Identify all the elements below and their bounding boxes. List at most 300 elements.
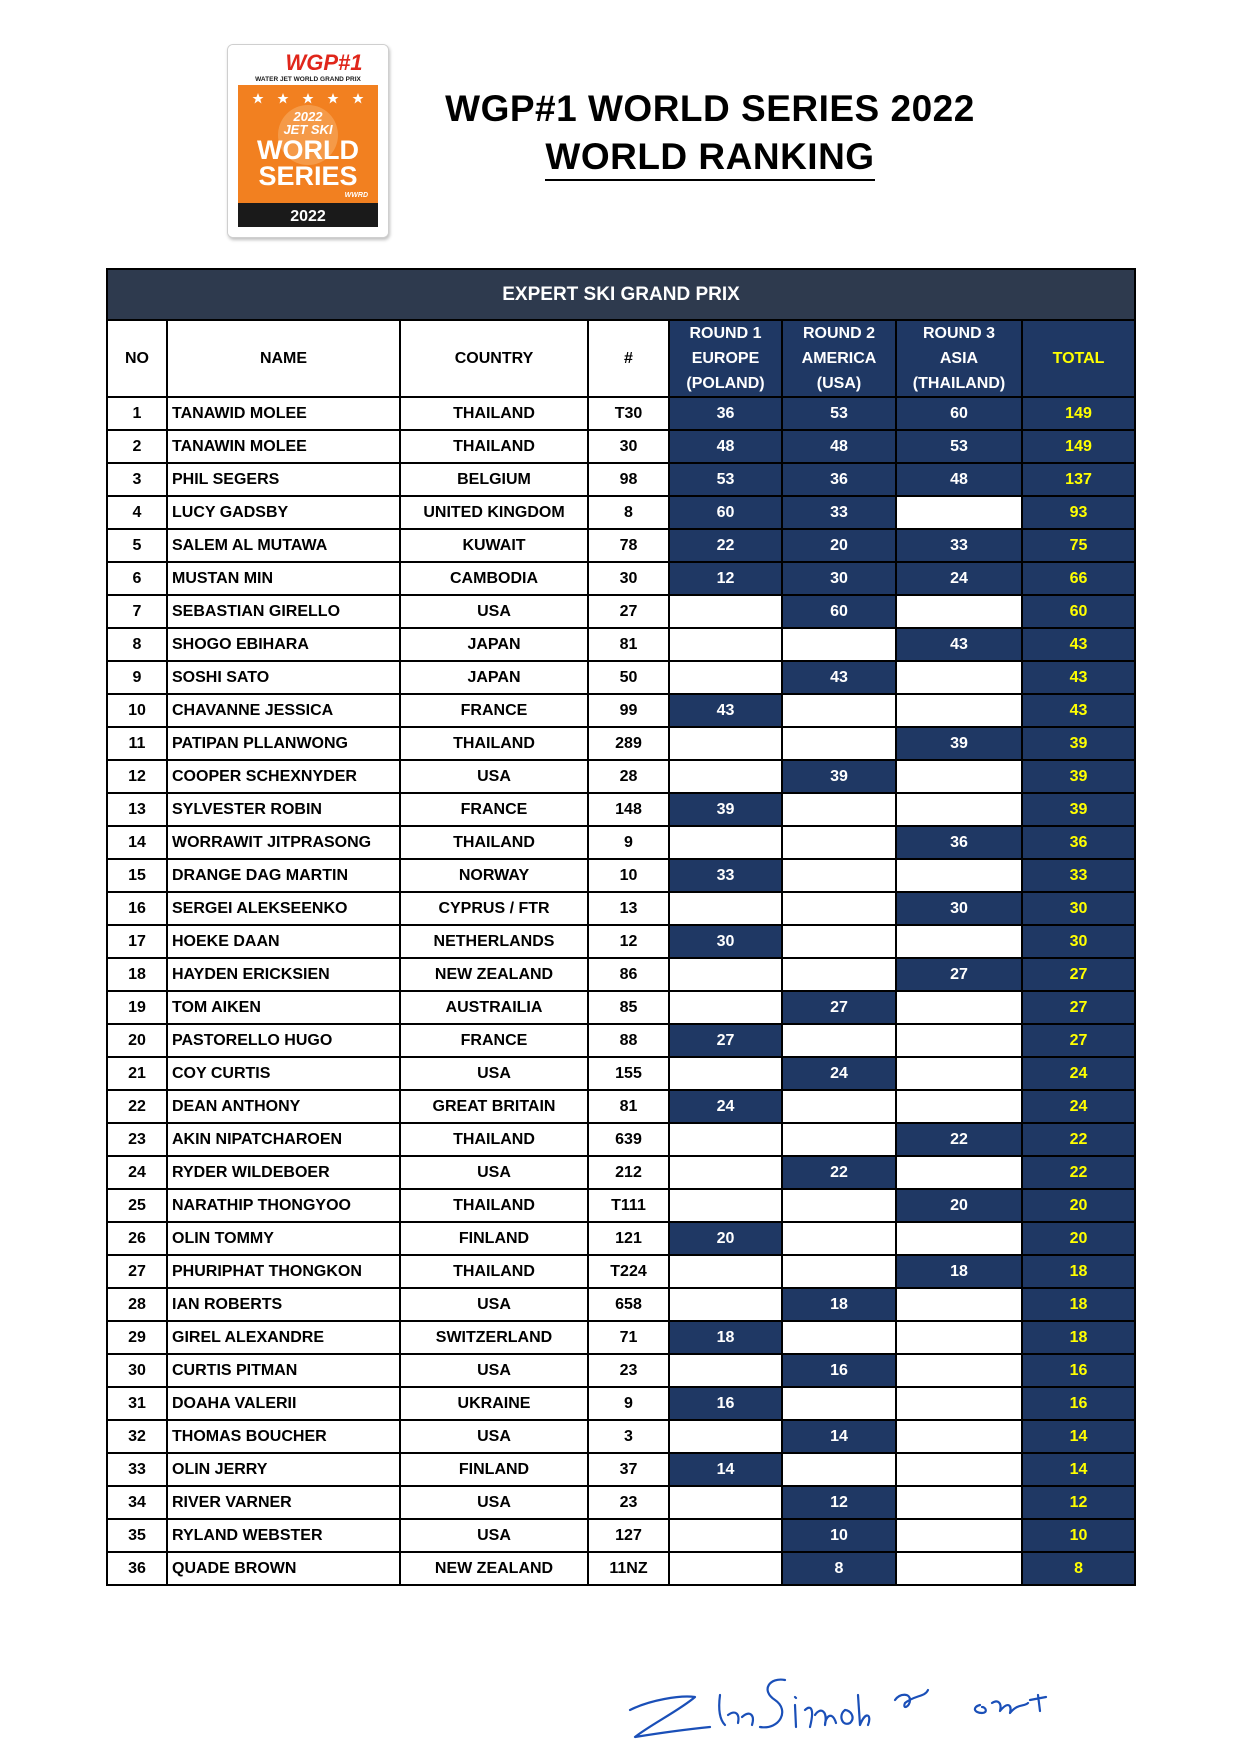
table-row (107, 463, 1135, 496)
cell-round1: 20 (669, 1222, 782, 1255)
table-row (107, 1453, 1135, 1486)
cell-num: 81 (588, 628, 669, 661)
cell-round2: 39 (782, 760, 896, 793)
cell-total: 30 (1022, 892, 1135, 925)
cell-total: 75 (1022, 529, 1135, 562)
cell-no: 28 (107, 1288, 167, 1321)
cell-round1 (669, 1288, 782, 1321)
cell-no: 19 (107, 991, 167, 1024)
cell-name: LUCY GADSBY (167, 496, 400, 529)
cell-country: JAPAN (400, 628, 588, 661)
cell-round2: 36 (782, 463, 896, 496)
cell-name: QUADE BROWN (167, 1552, 400, 1585)
cell-round1: 27 (669, 1024, 782, 1057)
cell-round2 (782, 1090, 896, 1123)
table-row (107, 925, 1135, 958)
cell-total: 30 (1022, 925, 1135, 958)
cell-round1: 53 (669, 463, 782, 496)
cell-round3: 39 (896, 727, 1022, 760)
cell-round3 (896, 1090, 1022, 1123)
cell-num: 212 (588, 1156, 669, 1189)
signature-2 (760, 1680, 869, 1728)
cell-round3 (896, 1387, 1022, 1420)
cell-name: OLIN TOMMY (167, 1222, 400, 1255)
cell-name: GIREL ALEXANDRE (167, 1321, 400, 1354)
cell-no: 20 (107, 1024, 167, 1057)
table-row (107, 1024, 1135, 1057)
cell-name: IAN ROBERTS (167, 1288, 400, 1321)
cell-round2 (782, 826, 896, 859)
cell-num: 98 (588, 463, 669, 496)
cell-country: FRANCE (400, 1024, 588, 1057)
cell-name: AKIN NIPATCHAROEN (167, 1123, 400, 1156)
cell-round3: 48 (896, 463, 1022, 496)
cell-round3 (896, 1057, 1022, 1090)
cell-name: HOEKE DAAN (167, 925, 400, 958)
cell-round2 (782, 958, 896, 991)
cell-no: 9 (107, 661, 167, 694)
cell-total: 24 (1022, 1090, 1135, 1123)
cell-round1 (669, 1354, 782, 1387)
cell-name: RIVER VARNER (167, 1486, 400, 1519)
cell-name: WORRAWIT JITPRASONG (167, 826, 400, 859)
cell-country: GREAT BRITAIN (400, 1090, 588, 1123)
table-row (107, 1156, 1135, 1189)
cell-country: THAILAND (400, 430, 588, 463)
cell-country: CAMBODIA (400, 562, 588, 595)
header-round1-line1: ROUND 1 (689, 325, 762, 342)
cell-round1: 14 (669, 1453, 782, 1486)
cell-round3: 18 (896, 1255, 1022, 1288)
page-subtitle-text: WORLD RANKING (545, 136, 874, 181)
cell-round3: 53 (896, 430, 1022, 463)
cell-num: 81 (588, 1090, 669, 1123)
cell-round3 (896, 595, 1022, 628)
cell-round3: 33 (896, 529, 1022, 562)
table-row (107, 1057, 1135, 1090)
cell-num: 11NZ (588, 1552, 669, 1585)
header-round3-line2: ASIA (939, 350, 979, 367)
cell-round1: 18 (669, 1321, 782, 1354)
cell-total: 33 (1022, 859, 1135, 892)
cell-round1: 24 (669, 1090, 782, 1123)
cell-total: 16 (1022, 1354, 1135, 1387)
cell-num: 8 (588, 496, 669, 529)
signature-1 (630, 1697, 710, 1737)
cell-num: 127 (588, 1519, 669, 1552)
header-num: # (588, 320, 669, 397)
table-row (107, 793, 1135, 826)
cell-total: 27 (1022, 958, 1135, 991)
cell-name: PHIL SEGERS (167, 463, 400, 496)
cell-num: 639 (588, 1123, 669, 1156)
table-caption-row (107, 269, 1135, 320)
cell-round2: 8 (782, 1552, 896, 1585)
cell-no: 3 (107, 463, 167, 496)
cell-no: 8 (107, 628, 167, 661)
cell-no: 31 (107, 1387, 167, 1420)
cell-round3 (896, 1288, 1022, 1321)
page-title: WGP#1 WORLD SERIES 2022 (445, 88, 975, 129)
logo-top-text: WGP#1 (285, 50, 363, 75)
cell-round3 (896, 1519, 1022, 1552)
cell-name: COY CURTIS (167, 1057, 400, 1090)
table-row (107, 694, 1135, 727)
cell-no: 34 (107, 1486, 167, 1519)
cell-total: 22 (1022, 1156, 1135, 1189)
cell-total: 14 (1022, 1453, 1135, 1486)
cell-country: FRANCE (400, 694, 588, 727)
cell-num: 121 (588, 1222, 669, 1255)
cell-round1: 43 (669, 694, 782, 727)
table-row (107, 1354, 1135, 1387)
cell-name: CHAVANNE JESSICA (167, 694, 400, 727)
header-total: TOTAL (1022, 320, 1135, 397)
header-row (107, 320, 1135, 397)
cell-name: PHURIPHAT THONGKON (167, 1255, 400, 1288)
cell-country: BELGIUM (400, 463, 588, 496)
cell-name: RYLAND WEBSTER (167, 1519, 400, 1552)
cell-total: 16 (1022, 1387, 1135, 1420)
table-row (107, 1420, 1135, 1453)
cell-round3 (896, 793, 1022, 826)
cell-round3: 22 (896, 1123, 1022, 1156)
cell-country: THAILAND (400, 1123, 588, 1156)
cell-total: 43 (1022, 661, 1135, 694)
cell-num: 28 (588, 760, 669, 793)
cell-no: 7 (107, 595, 167, 628)
cell-num: 148 (588, 793, 669, 826)
cell-round2 (782, 1222, 896, 1255)
cell-round1 (669, 1255, 782, 1288)
cell-total: 60 (1022, 595, 1135, 628)
cell-round1 (669, 595, 782, 628)
cell-round3: 60 (896, 397, 1022, 430)
header-round1-line2: EUROPE (691, 350, 760, 367)
cell-round1 (669, 958, 782, 991)
cell-total: 20 (1022, 1222, 1135, 1255)
cell-round2 (782, 1255, 896, 1288)
cell-country: UNITED KINGDOM (400, 496, 588, 529)
cell-round1 (669, 1189, 782, 1222)
table-row (107, 958, 1135, 991)
cell-round2: 14 (782, 1420, 896, 1453)
cell-total: 24 (1022, 1057, 1135, 1090)
cell-no: 14 (107, 826, 167, 859)
logo-line2: JET SKI (283, 122, 333, 137)
cell-round1 (669, 760, 782, 793)
table-row (107, 1486, 1135, 1519)
cell-name: PATIPAN PLLANWONG (167, 727, 400, 760)
cell-num: T30 (588, 397, 669, 430)
cell-round2 (782, 925, 896, 958)
cell-num: 23 (588, 1354, 669, 1387)
cell-round2 (782, 727, 896, 760)
cell-country: USA (400, 595, 588, 628)
cell-name: TANAWID MOLEE (167, 397, 400, 430)
cell-name: DEAN ANTHONY (167, 1090, 400, 1123)
cell-round1 (669, 1552, 782, 1585)
cell-round2 (782, 628, 896, 661)
cell-num: 88 (588, 1024, 669, 1057)
cell-num: 71 (588, 1321, 669, 1354)
cell-country: NETHERLANDS (400, 925, 588, 958)
cell-round1: 60 (669, 496, 782, 529)
cell-num: 30 (588, 562, 669, 595)
cell-round2: 16 (782, 1354, 896, 1387)
cell-num: 23 (588, 1486, 669, 1519)
table-row (107, 760, 1135, 793)
cell-country: THAILAND (400, 1255, 588, 1288)
cell-num: 658 (588, 1288, 669, 1321)
cell-no: 33 (107, 1453, 167, 1486)
cell-no: 16 (107, 892, 167, 925)
cell-num: 50 (588, 661, 669, 694)
cell-country: USA (400, 760, 588, 793)
cell-round2: 12 (782, 1486, 896, 1519)
cell-round2: 18 (782, 1288, 896, 1321)
cell-country: UKRAINE (400, 1387, 588, 1420)
cell-country: FINLAND (400, 1222, 588, 1255)
cell-round1 (669, 1123, 782, 1156)
cell-no: 27 (107, 1255, 167, 1288)
cell-total: 8 (1022, 1552, 1135, 1585)
cell-country: USA (400, 1057, 588, 1090)
header-country: COUNTRY (400, 320, 588, 397)
header-round2-line1: ROUND 2 (802, 325, 875, 342)
cell-no: 1 (107, 397, 167, 430)
cell-no: 35 (107, 1519, 167, 1552)
cell-country: USA (400, 1354, 588, 1387)
cell-name: PASTORELLO HUGO (167, 1024, 400, 1057)
cell-name: TOM AIKEN (167, 991, 400, 1024)
cell-num: T111 (588, 1189, 669, 1222)
cell-total: 149 (1022, 397, 1135, 430)
cell-name: SHOGO EBIHARA (167, 628, 400, 661)
cell-num: 12 (588, 925, 669, 958)
logo-graphic (228, 45, 388, 237)
cell-round2 (782, 1321, 896, 1354)
cell-total: 43 (1022, 628, 1135, 661)
cell-round2 (782, 1387, 896, 1420)
cell-no: 12 (107, 760, 167, 793)
cell-country: THAILAND (400, 727, 588, 760)
cell-round1: 36 (669, 397, 782, 430)
cell-round2: 22 (782, 1156, 896, 1189)
cell-no: 24 (107, 1156, 167, 1189)
cell-name: SERGEI ALEKSEENKO (167, 892, 400, 925)
cell-no: 5 (107, 529, 167, 562)
table-row (107, 628, 1135, 661)
cell-name: COOPER SCHEXNYDER (167, 760, 400, 793)
cell-country: JAPAN (400, 661, 588, 694)
cell-round1: 16 (669, 1387, 782, 1420)
cell-no: 36 (107, 1552, 167, 1585)
cell-num: T224 (588, 1255, 669, 1288)
cell-round3: 36 (896, 826, 1022, 859)
cell-num: 13 (588, 892, 669, 925)
header-round3 (896, 320, 1022, 397)
cell-round2 (782, 1024, 896, 1057)
cell-num: 289 (588, 727, 669, 760)
cell-round2 (782, 1123, 896, 1156)
cell-round2: 48 (782, 430, 896, 463)
cell-total: 18 (1022, 1288, 1135, 1321)
header-round2-line3: (USA) (816, 375, 862, 392)
cell-round2 (782, 793, 896, 826)
table-row (107, 595, 1135, 628)
cell-total: 93 (1022, 496, 1135, 529)
cell-no: 15 (107, 859, 167, 892)
cell-round3 (896, 1024, 1022, 1057)
cell-round3 (896, 1156, 1022, 1189)
cell-round2: 10 (782, 1519, 896, 1552)
ranking-table (106, 268, 1136, 1586)
cell-country: SWITZERLAND (400, 1321, 588, 1354)
cell-round2 (782, 694, 896, 727)
cell-round1 (669, 892, 782, 925)
header-name: NAME (167, 320, 400, 397)
cell-no: 4 (107, 496, 167, 529)
cell-no: 25 (107, 1189, 167, 1222)
cell-country: USA (400, 1519, 588, 1552)
cell-round3 (896, 760, 1022, 793)
cell-round3 (896, 1552, 1022, 1585)
cell-round1 (669, 1420, 782, 1453)
cell-num: 27 (588, 595, 669, 628)
cell-name: SYLVESTER ROBIN (167, 793, 400, 826)
table-row (107, 1123, 1135, 1156)
cell-total: 39 (1022, 793, 1135, 826)
cell-round2: 60 (782, 595, 896, 628)
cell-country: THAILAND (400, 826, 588, 859)
cell-round3 (896, 991, 1022, 1024)
cell-num: 99 (588, 694, 669, 727)
cell-no: 22 (107, 1090, 167, 1123)
page-subtitle (390, 136, 1030, 178)
cell-round1: 12 (669, 562, 782, 595)
cell-total: 43 (1022, 694, 1135, 727)
cell-num: 155 (588, 1057, 669, 1090)
cell-total: 22 (1022, 1123, 1135, 1156)
cell-round2: 27 (782, 991, 896, 1024)
table-row (107, 661, 1135, 694)
cell-no: 10 (107, 694, 167, 727)
header-round3-line3: (THAILAND) (912, 375, 1006, 392)
cell-round2: 53 (782, 397, 896, 430)
signature-graphic (610, 1655, 1170, 1745)
cell-round3 (896, 925, 1022, 958)
table-row (107, 430, 1135, 463)
table-row (107, 1090, 1135, 1123)
cell-round2 (782, 1453, 896, 1486)
table-row (107, 1387, 1135, 1420)
header-round1-line3: (POLAND) (686, 375, 765, 392)
cell-round2 (782, 1189, 896, 1222)
cell-round3 (896, 1222, 1022, 1255)
cell-total: 18 (1022, 1321, 1135, 1354)
cell-num: 37 (588, 1453, 669, 1486)
cell-name: THOMAS BOUCHER (167, 1420, 400, 1453)
table-row (107, 826, 1135, 859)
cell-country: USA (400, 1486, 588, 1519)
table-row (107, 562, 1135, 595)
cell-round1 (669, 1519, 782, 1552)
cell-total: 39 (1022, 727, 1135, 760)
event-logo (227, 44, 389, 238)
cell-no: 2 (107, 430, 167, 463)
cell-num: 3 (588, 1420, 669, 1453)
cell-round1 (669, 727, 782, 760)
cell-round1 (669, 1057, 782, 1090)
cell-total: 18 (1022, 1255, 1135, 1288)
cell-total: 10 (1022, 1519, 1135, 1552)
cell-round3 (896, 1354, 1022, 1387)
cell-num: 85 (588, 991, 669, 1024)
cell-round2 (782, 859, 896, 892)
cell-round3: 24 (896, 562, 1022, 595)
cell-round2: 20 (782, 529, 896, 562)
table-row (107, 991, 1135, 1024)
cell-total: 27 (1022, 1024, 1135, 1057)
table-row (107, 397, 1135, 430)
cell-round1 (669, 661, 782, 694)
cell-round2: 30 (782, 562, 896, 595)
cell-country: USA (400, 1288, 588, 1321)
cell-num: 9 (588, 826, 669, 859)
cell-no: 26 (107, 1222, 167, 1255)
cell-name: MUSTAN MIN (167, 562, 400, 595)
cell-country: THAILAND (400, 397, 588, 430)
cell-round3: 30 (896, 892, 1022, 925)
table-row (107, 529, 1135, 562)
cell-country: THAILAND (400, 1189, 588, 1222)
cell-no: 13 (107, 793, 167, 826)
cell-country: NEW ZEALAND (400, 958, 588, 991)
cell-name: DOAHA VALERII (167, 1387, 400, 1420)
logo-subtitle: WATER JET WORLD GRAND PRIX (255, 76, 361, 83)
cell-name: SALEM AL MUTAWA (167, 529, 400, 562)
cell-round1 (669, 991, 782, 1024)
cell-total: 12 (1022, 1486, 1135, 1519)
cell-no: 6 (107, 562, 167, 595)
cell-round2: 24 (782, 1057, 896, 1090)
table-row (107, 1288, 1135, 1321)
cell-round2: 33 (782, 496, 896, 529)
cell-name: RYDER WILDEBOER (167, 1156, 400, 1189)
cell-country: CYPRUS / FTR (400, 892, 588, 925)
cell-round1 (669, 1486, 782, 1519)
cell-total: 137 (1022, 463, 1135, 496)
header-round2-line2: AMERICA (801, 350, 877, 367)
cell-country: NORWAY (400, 859, 588, 892)
table-row (107, 727, 1135, 760)
header-round3-line1: ROUND 3 (922, 325, 995, 342)
cell-no: 11 (107, 727, 167, 760)
table-row (107, 1321, 1135, 1354)
cell-total: 39 (1022, 760, 1135, 793)
table-row (107, 1189, 1135, 1222)
cell-no: 30 (107, 1354, 167, 1387)
header-round1 (669, 320, 782, 397)
cell-no: 21 (107, 1057, 167, 1090)
table-row (107, 496, 1135, 529)
cell-no: 29 (107, 1321, 167, 1354)
logo-year: 2022 (290, 208, 326, 225)
header-no: NO (107, 320, 167, 397)
cell-round3 (896, 661, 1022, 694)
cell-round1 (669, 1156, 782, 1189)
